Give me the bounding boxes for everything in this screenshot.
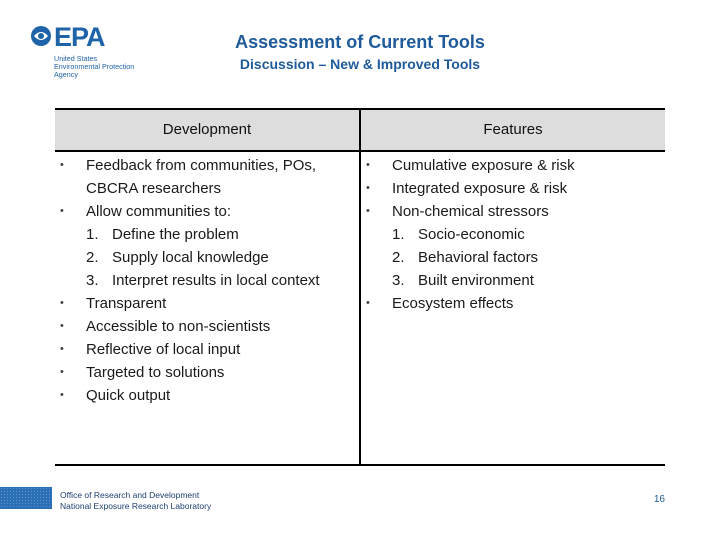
agency-line: Environmental Protection: [54, 62, 135, 71]
list-item: [55, 315, 355, 338]
list-item-text: Transparent: [86, 295, 167, 312]
epa-flower-icon: [30, 24, 52, 48]
list-item: [55, 361, 355, 384]
list-item: [361, 292, 661, 315]
features-column: [361, 154, 661, 315]
bullet-icon: •: [60, 343, 64, 355]
list-item: [55, 384, 355, 407]
sub-item-text: Supply local knowledge: [112, 249, 269, 266]
list-item: [55, 154, 355, 200]
footer-line: National Exposure Research Laboratory: [60, 500, 212, 511]
numbered-sub-item: [55, 223, 355, 246]
numbered-sub-item: [361, 223, 661, 246]
features-list: [361, 154, 661, 315]
numbered-sub-item: [361, 269, 661, 292]
bullet-icon: •: [60, 297, 64, 309]
agency-line: United States: [54, 54, 98, 63]
bullet-icon: •: [60, 205, 64, 217]
numbered-sub-item: [361, 246, 661, 269]
bullet-icon: •: [366, 205, 370, 217]
list-item-text: Quick output: [86, 387, 171, 404]
sub-item-text: Interpret results in local context: [112, 272, 320, 289]
sub-item-text: Built environment: [418, 272, 534, 289]
list-item: [55, 338, 355, 361]
sub-item-number: 2.: [86, 249, 99, 266]
list-item: [361, 154, 661, 177]
bullet-icon: •: [366, 182, 370, 194]
list-item: [55, 292, 355, 315]
sub-item-text: Socio-economic: [418, 226, 525, 243]
slide-title: Assessment of Current Tools: [235, 32, 485, 52]
bullet-icon: •: [60, 320, 64, 332]
list-item-text: Ecosystem effects: [392, 295, 514, 312]
agency-line: Agency: [54, 70, 78, 79]
list-item: [55, 200, 355, 223]
list-item-text: Integrated exposure & risk: [392, 180, 568, 197]
numbered-sub-item: [55, 269, 355, 292]
footer-decoration: [0, 487, 52, 509]
slide-subtitle: Discussion – New & Improved Tools: [239, 56, 481, 72]
bullet-icon: •: [366, 297, 370, 309]
list-item-text: Reflective of local input: [86, 341, 241, 358]
sub-item-number: 3.: [86, 272, 99, 289]
epa-logo: [30, 24, 165, 80]
column-header-development: Development: [162, 121, 252, 138]
epa-wordmark: EPA: [54, 22, 105, 52]
list-item-text: Accessible to non-scientists: [86, 318, 271, 335]
sub-item-text: Behavioral factors: [418, 249, 539, 266]
sub-item-number: 2.: [392, 249, 405, 266]
bullet-icon: •: [60, 366, 64, 378]
list-item: [361, 177, 661, 200]
footer-line: Office of Research and Development: [60, 490, 200, 500]
list-item-text: Cumulative exposure & risk: [392, 157, 575, 174]
column-header-features: Features: [483, 121, 543, 138]
sub-item-number: 3.: [392, 272, 405, 289]
bullet-icon: •: [366, 159, 370, 171]
footer-org: [60, 490, 211, 511]
bullet-icon: •: [60, 389, 64, 401]
sub-item-number: 1.: [392, 226, 405, 243]
development-list: [55, 154, 355, 407]
list-item-text: Feedback from communities, POs, CBCRA researchers: [86, 157, 317, 197]
list-item: [361, 200, 661, 223]
comparison-table: [55, 108, 665, 466]
list-item-text: Allow communities to:: [86, 203, 232, 220]
bullet-icon: •: [60, 159, 64, 171]
development-column: [55, 154, 355, 407]
list-item-text: Targeted to solutions: [86, 364, 225, 381]
page-number: 16: [653, 494, 665, 505]
sub-item-text: Define the problem: [112, 226, 239, 243]
list-item-text: Non-chemical stressors: [392, 203, 549, 220]
sub-item-number: 1.: [86, 226, 99, 243]
numbered-sub-item: [55, 246, 355, 269]
